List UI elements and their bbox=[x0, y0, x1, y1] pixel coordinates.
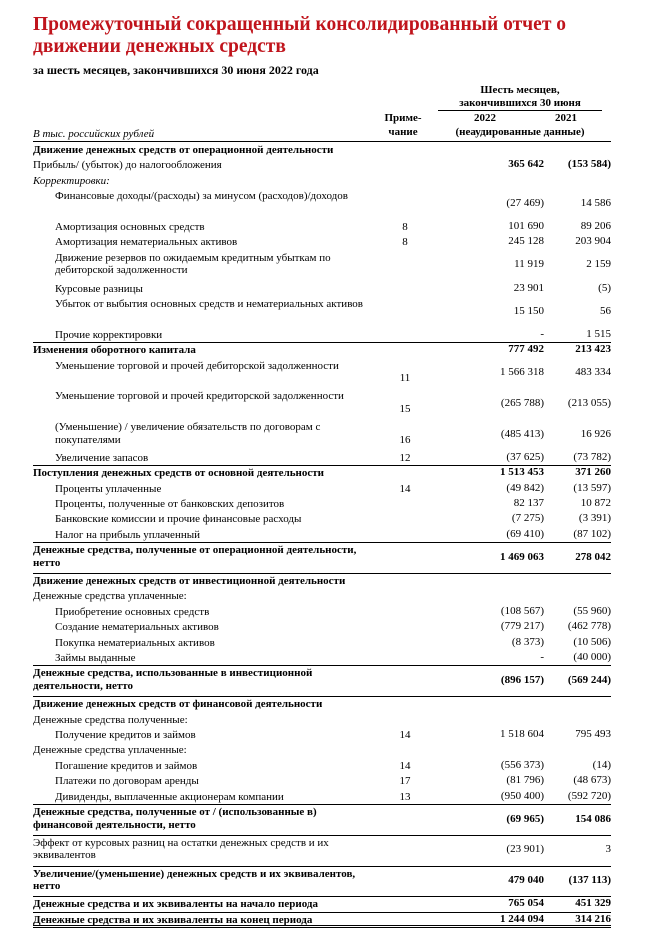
row-label: Налог на прибыль уплаченный bbox=[55, 528, 200, 541]
row-note: 8 bbox=[402, 220, 408, 233]
row-label: Амортизация нематериальных активов bbox=[55, 236, 238, 249]
table-row bbox=[33, 158, 611, 173]
value-2022: 1 566 318 bbox=[500, 366, 544, 379]
value-2022: - bbox=[540, 327, 544, 340]
row-label: Денежные средства и их эквиваленты на начало периода bbox=[33, 898, 318, 911]
table-row bbox=[33, 482, 611, 497]
table-row bbox=[33, 220, 611, 235]
year-2021-header: 2021 bbox=[555, 112, 577, 124]
table-row bbox=[33, 620, 611, 635]
table-row bbox=[33, 189, 611, 220]
value-2022: 479 040 bbox=[508, 874, 544, 887]
row-label: Погашение кредитов и займов bbox=[55, 759, 198, 772]
value-2021: (13 597) bbox=[573, 481, 611, 494]
value-2021: 3 bbox=[605, 843, 611, 856]
value-2022: (896 157) bbox=[500, 674, 544, 687]
row-label: Увеличение запасов bbox=[55, 451, 149, 464]
row-label: Денежные средства уплаченные: bbox=[33, 744, 187, 757]
table-row bbox=[33, 282, 611, 297]
value-2021: (569 244) bbox=[567, 674, 611, 687]
value-2021: 371 260 bbox=[575, 466, 611, 479]
table-row bbox=[33, 235, 611, 250]
value-2022: 777 492 bbox=[508, 343, 544, 356]
row-label: Денежные средства полученные: bbox=[33, 713, 188, 726]
value-2022: (69 410) bbox=[506, 527, 544, 540]
row-label: Получение кредитов и займов bbox=[55, 728, 196, 741]
value-2022: (7 275) bbox=[511, 512, 544, 525]
row-label: (Уменьшение) / увеличение обязательств по договорам с покупателями bbox=[55, 421, 321, 446]
value-2021: 56 bbox=[600, 304, 611, 317]
value-2021: (10 506) bbox=[573, 635, 611, 648]
row-label: Денежные средства уплаченные: bbox=[33, 590, 187, 603]
value-2022: (69 965) bbox=[506, 812, 544, 825]
row-label: Проценты, полученные от банковских депозитов bbox=[55, 498, 285, 511]
year-2022-header: 2022 bbox=[474, 112, 496, 124]
row-note: 14 bbox=[399, 759, 411, 772]
period-header-line2: закончившихся 30 июня bbox=[459, 97, 581, 109]
value-2021: (14) bbox=[592, 758, 611, 771]
row-label: Увеличение/(уменьшение) денежных средств и их эквивалентов, нетто bbox=[33, 867, 356, 893]
row-note: 16 bbox=[399, 433, 411, 446]
value-2022: - bbox=[540, 651, 544, 663]
row-label: Эффект от курсовых разниц на остатки денежных средств и их эквивалентов bbox=[33, 836, 329, 862]
value-2021: (213 055) bbox=[567, 397, 611, 409]
row-note: 15 bbox=[399, 402, 411, 415]
row-label: Поступления денежных средств от основной деятельности bbox=[33, 467, 325, 480]
table-row bbox=[33, 420, 611, 451]
row-label: Корректировки: bbox=[33, 174, 110, 187]
table-row bbox=[33, 713, 611, 728]
row-label: Движение денежных средств от инвестиционной деятельности bbox=[33, 575, 346, 588]
value-2021: (3 391) bbox=[578, 512, 611, 525]
value-2021: (55 960) bbox=[573, 604, 611, 617]
table-row bbox=[33, 389, 611, 420]
value-2022: (27 469) bbox=[506, 196, 544, 209]
value-2021: (87 102) bbox=[573, 527, 611, 540]
row-label: Финансовые доходы/(расходы) за минусом (расходов)/доходов bbox=[55, 190, 348, 203]
table-row bbox=[33, 743, 611, 758]
row-label: Создание нематериальных активов bbox=[55, 621, 219, 634]
value-2022: (8 373) bbox=[511, 635, 544, 648]
value-2022: 365 642 bbox=[508, 158, 544, 171]
value-2021: 16 926 bbox=[580, 427, 611, 440]
table-row bbox=[33, 897, 611, 912]
row-label: Денежные средства, полученные от операционной деятельности, нетто bbox=[33, 544, 357, 569]
value-2021: (462 778) bbox=[567, 620, 611, 633]
value-2022: 1 518 604 bbox=[500, 727, 544, 740]
row-note: 14 bbox=[399, 728, 411, 741]
table-row bbox=[33, 666, 611, 697]
row-note: 8 bbox=[402, 236, 408, 249]
table-row bbox=[33, 605, 611, 620]
table-row bbox=[33, 466, 611, 481]
row-label: Денежные средства, полученные от / (использованные в) финансовой деятельности, нетто bbox=[33, 805, 317, 831]
table-row bbox=[33, 867, 611, 898]
table-row bbox=[33, 759, 611, 774]
table-row bbox=[33, 359, 611, 390]
row-label: Движение денежных средств от операционной деятельности bbox=[33, 144, 334, 156]
row-label: Убыток от выбытия основных средств и нематериальных активов bbox=[55, 297, 364, 310]
row-label: Дивиденды, выплаченные акционерам компании bbox=[55, 790, 284, 803]
value-2021: 14 586 bbox=[580, 196, 611, 209]
table-row bbox=[33, 836, 611, 867]
table-row bbox=[33, 774, 611, 789]
table-row bbox=[33, 451, 611, 466]
value-2022: (37 625) bbox=[506, 450, 544, 463]
table-row bbox=[33, 543, 611, 574]
table-row bbox=[33, 913, 611, 928]
table-top-rule bbox=[33, 141, 611, 142]
value-2021: (48 673) bbox=[573, 774, 611, 787]
row-label: Покупка нематериальных активов bbox=[55, 636, 215, 649]
table-row bbox=[33, 636, 611, 651]
value-2022: 82 137 bbox=[513, 497, 544, 510]
note-header-line1: Приме- bbox=[384, 112, 422, 124]
value-2022: (49 842) bbox=[506, 481, 544, 494]
value-2021: (153 584) bbox=[567, 158, 611, 171]
value-2022: 11 919 bbox=[514, 258, 544, 271]
value-2021: 89 206 bbox=[580, 219, 611, 232]
value-2021: 451 329 bbox=[575, 897, 611, 910]
row-label: Изменения оборотного капитала bbox=[33, 344, 196, 357]
value-2022: 23 901 bbox=[513, 281, 544, 294]
row-label: Прочие корректировки bbox=[55, 328, 163, 341]
unaudited-header: (неаудированные данные) bbox=[455, 126, 585, 138]
table-row bbox=[33, 728, 611, 743]
value-2021: (592 720) bbox=[567, 789, 611, 802]
value-2022: 1 469 063 bbox=[500, 550, 544, 563]
note-header-line2: чание bbox=[388, 126, 418, 138]
value-2022: 765 054 bbox=[508, 897, 544, 910]
value-2021: (5) bbox=[598, 281, 611, 294]
value-2022: (950 400) bbox=[500, 789, 544, 802]
value-2022: 15 150 bbox=[513, 304, 544, 317]
table-row bbox=[33, 497, 611, 512]
value-2021: 213 423 bbox=[575, 343, 611, 356]
value-2021: 10 872 bbox=[580, 497, 611, 510]
table-row bbox=[33, 790, 611, 805]
value-2021: 483 334 bbox=[575, 366, 611, 379]
table-row bbox=[33, 512, 611, 527]
value-2022: (23 901) bbox=[506, 843, 544, 856]
table-row bbox=[33, 174, 611, 189]
value-2021: 314 216 bbox=[575, 912, 611, 925]
report-period-subtitle: за шесть месяцев, закончившихся 30 июня 2022 года bbox=[33, 63, 319, 77]
row-note: 12 bbox=[399, 451, 411, 464]
row-label: Платежи по договорам аренды bbox=[55, 775, 199, 788]
value-2022: 245 128 bbox=[508, 235, 544, 248]
table-row bbox=[33, 805, 611, 836]
row-label: Движение денежных средств от финансовой деятельности bbox=[33, 698, 323, 711]
table-row bbox=[33, 574, 611, 589]
units-label: В тыс. российских рублей bbox=[33, 128, 155, 140]
value-2021: 203 904 bbox=[575, 235, 611, 248]
row-label: Уменьшение торговой и прочей дебиторской задолженности bbox=[55, 359, 339, 372]
value-2021: 1 515 bbox=[586, 327, 611, 340]
value-2022: (485 413) bbox=[500, 427, 544, 440]
value-2022: (556 373) bbox=[500, 758, 544, 771]
table-row bbox=[33, 343, 611, 358]
table-row bbox=[33, 651, 611, 666]
row-note: 13 bbox=[399, 790, 411, 803]
row-label: Проценты уплаченные bbox=[55, 482, 162, 495]
table-row bbox=[33, 697, 611, 712]
value-2021: 154 086 bbox=[575, 812, 611, 825]
row-label: Денежные средства, использованные в инвестиционной деятельности, нетто bbox=[33, 667, 313, 692]
table-row bbox=[33, 589, 611, 604]
row-note: 17 bbox=[399, 775, 411, 788]
page-title: Промежуточный сокращенный консолидированный отчет о движении денежных средств bbox=[33, 14, 567, 57]
table-row bbox=[33, 528, 611, 543]
value-2021: 278 042 bbox=[575, 550, 611, 563]
value-2022: (81 796) bbox=[506, 774, 544, 787]
value-2021: 795 493 bbox=[575, 727, 611, 740]
row-label: Денежные средства и их эквиваленты на конец периода bbox=[33, 913, 313, 926]
value-2022: (779 217) bbox=[500, 620, 544, 633]
period-header-line1: Шесть месяцев, bbox=[480, 84, 560, 96]
value-2022: (108 567) bbox=[500, 604, 544, 617]
row-label: Займы выданные bbox=[55, 652, 136, 664]
table-row bbox=[33, 251, 611, 282]
row-label: Амортизация основных средств bbox=[55, 220, 205, 233]
value-2021: 2 159 bbox=[586, 258, 611, 271]
value-2021: (40 000) bbox=[573, 651, 611, 663]
row-note: 14 bbox=[399, 482, 411, 495]
row-note: 11 bbox=[399, 371, 411, 384]
header-divider bbox=[438, 110, 602, 111]
table-row bbox=[33, 297, 611, 328]
row-label: Приобретение основных средств bbox=[55, 605, 210, 618]
row-label: Прибыль/ (убыток) до налогообложения bbox=[33, 159, 222, 172]
row-label: Движение резервов по ожидаемым кредитным убыткам по дебиторской задолженности bbox=[55, 251, 331, 277]
table-row bbox=[33, 143, 611, 158]
value-2022: 1 244 094 bbox=[500, 912, 544, 925]
value-2022: 1 513 453 bbox=[500, 466, 544, 479]
table-row bbox=[33, 328, 611, 343]
value-2021: (73 782) bbox=[573, 450, 611, 463]
row-label: Уменьшение торговой и прочей кредиторской задолженности bbox=[55, 390, 344, 403]
row-label: Курсовые разницы bbox=[55, 282, 143, 295]
row-label: Банковские комиссии и прочие финансовые расходы bbox=[55, 513, 302, 526]
value-2022: 101 690 bbox=[508, 219, 544, 232]
cash-flow-table bbox=[33, 143, 611, 928]
value-2021: (137 113) bbox=[568, 874, 611, 887]
value-2022: (265 788) bbox=[500, 397, 544, 409]
